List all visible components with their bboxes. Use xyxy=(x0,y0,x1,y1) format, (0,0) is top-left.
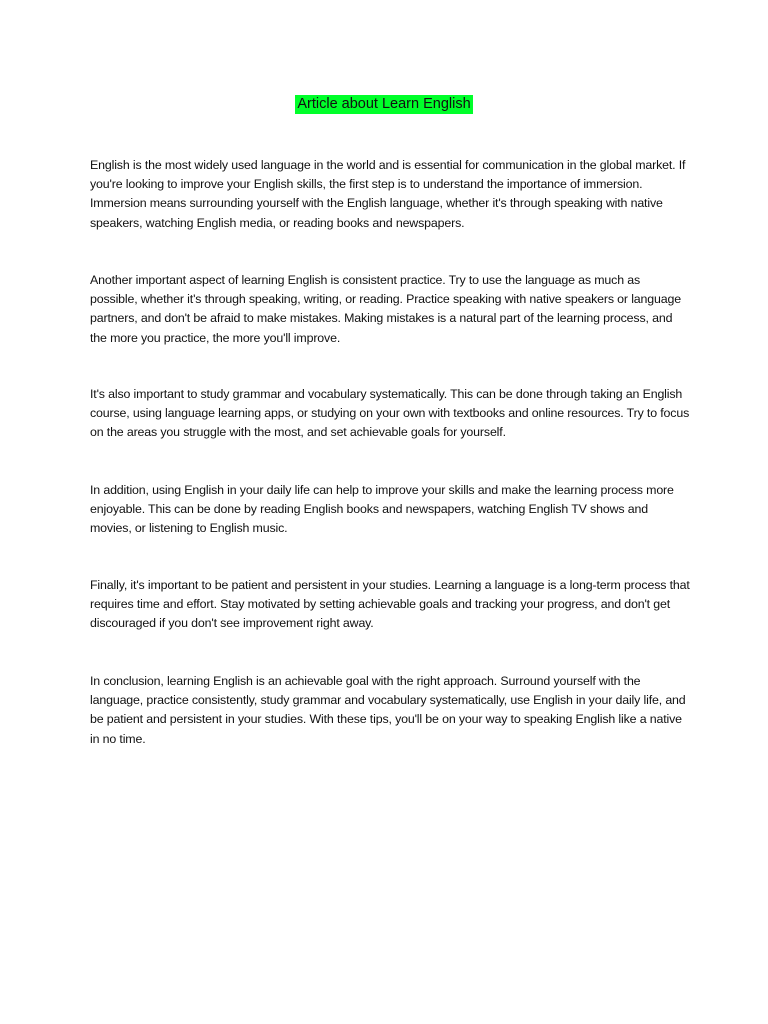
paragraph-daily-life: In addition, using English in your daily life can help to improve your skills and make the learning process more enjoyable. This can be done by reading English books and newspapers, watching English TV shows and movies, or listening to English music. xyxy=(90,483,674,536)
paragraph-conclusion: In conclusion, learning English is an achievable goal with the right approach. Surround yourself with the language, practice consistently, study grammar and vocabulary systematically, use English in your daily life, and be patient and persistent in your studies. With these tips, you'll be on your way to speaking English like a native in no time. xyxy=(90,674,686,746)
paragraph-immersion: English is the most widely used language in the world and is essential for communication in the global market. If you're looking to improve your English skills, the first step is to understand the importance of immersion. Immersion means surrounding yourself with the English language, whether it's through speaking with native speakers, watching English media, or reading books and newspapers. xyxy=(90,158,686,230)
title-container xyxy=(0,95,768,114)
paragraph-practice: Another important aspect of learning English is consistent practice. Try to use the language as much as possible, whether it's through speaking, writing, or reading. Practice speaking with native speakers or language partners, and don't be afraid to make mistakes. Making mistakes is a natural part of the learning process, and the more you practice, the more you'll improve. xyxy=(90,273,681,345)
document-title: Article about Learn English xyxy=(297,96,471,112)
paragraph-patience: Finally, it's important to be patient and persistent in your studies. Learning a language is a long-term process that requires time and effort. Stay motivated by setting achievable goals and tracking your progress, and don't get discouraged if you don't see improvement right away. xyxy=(90,578,690,631)
paragraph-grammar-vocabulary: It's also important to study grammar and vocabulary systematically. This can be done through taking an English course, using language learning apps, or studying on your own with textbooks and online resources. Try to focus on the areas you struggle with the most, and set achievable goals for yourself. xyxy=(90,387,690,440)
